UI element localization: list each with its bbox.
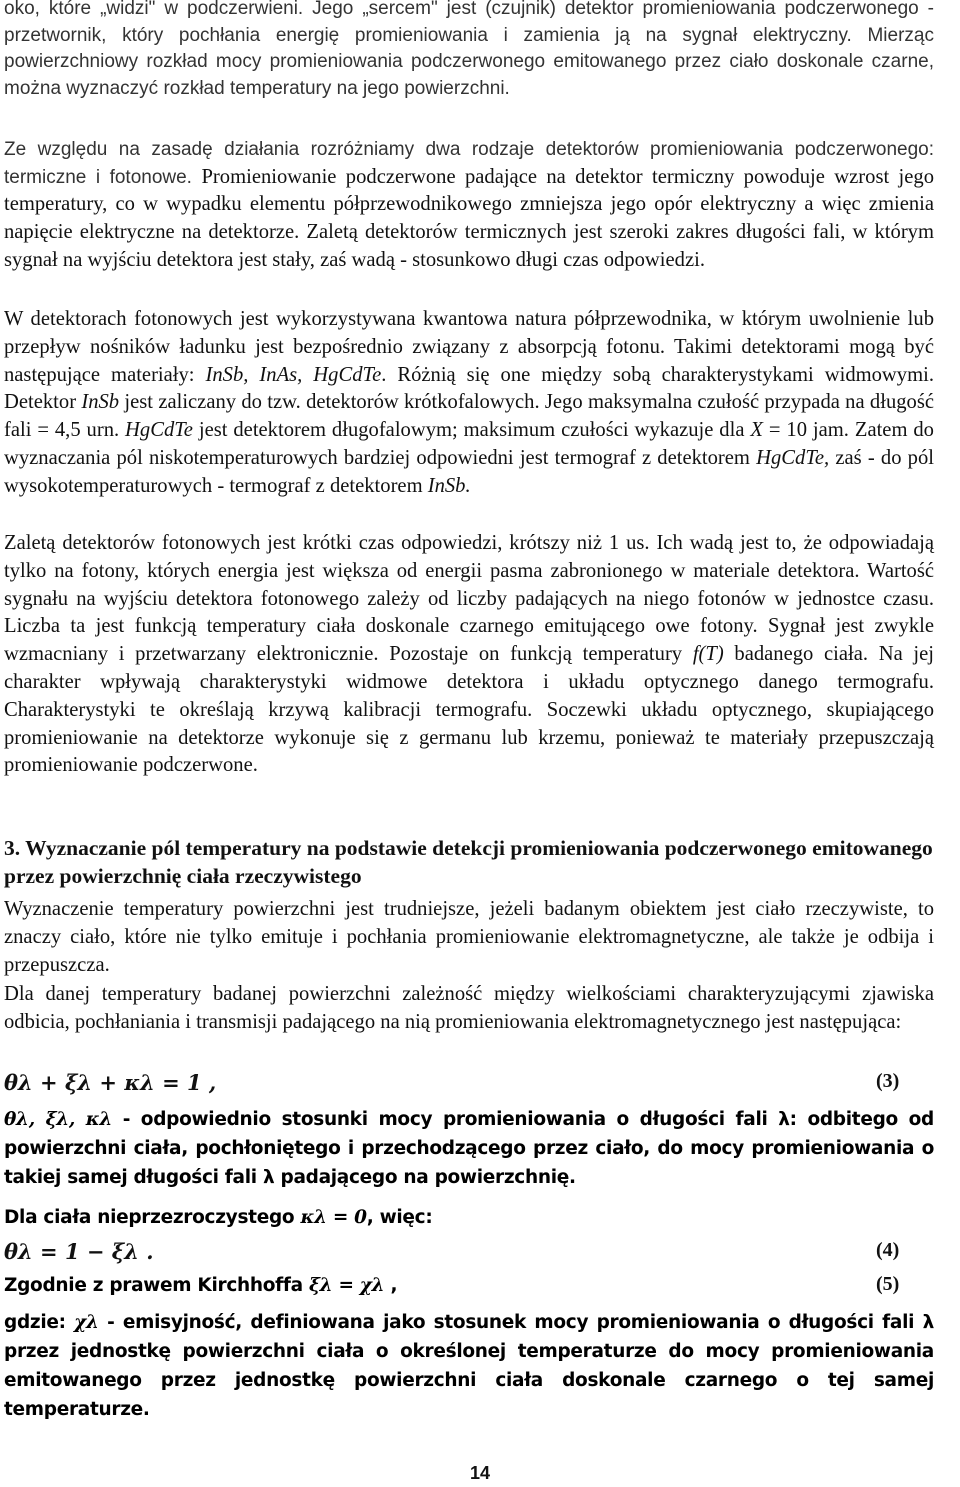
material-insb: InSb. [427,474,471,497]
paragraph-relation-intro [4,981,934,1037]
material-insb: InSb [81,391,120,414]
paragraph-text-thermal: Promieniowanie podczerwone padające na detektor termiczny powoduje wzrost jego temperatury, co w wypadku elementu półprzewodnikowego zmniejsza jego opór elektryczny a więc zmienia napięcie elektryczne na detektorze. Zaletą detektorów termicznych jest szeroki zakres długości fali, w którym sygnał na wyjściu detektora jest stały, zaś wadą - stosunkowo długi czas odpowiedzi. [4,165,934,271]
text-run: Zaletą detektorów fotonowych jest krótki czas odpowiedzi, krótszy niż 1 us. Ich wadą jest to, że odpowiadają tylko na fotony, których energia jest większa od energii pasma zabronionego w materiale detektora. Wartość sygnału na wyjściu detektora fotonowego zależy od liczby padających na niego fotonów w jednostce czasu. Liczba ta jest funkcją temperatury ciała doskonale czarnego emitującego owe fotony. Sygnał jest zwykle wzmacniany i przetwarzany elektronicznie. Pozostaje on funkcją temperatury [4,532,934,666]
function-symbol: f(T) [692,643,724,666]
paragraph-photon-detectors [4,306,934,501]
paragraph-emissivity-definition [4,1308,934,1424]
emissivity-symbol: χλ [74,1312,99,1333]
equation-3-formula: θλ + ξλ + κλ = 1 , [4,1070,217,1095]
equation-4-formula: θλ = 1 − ξλ . [4,1239,154,1264]
text-run: jest detektorem długofalowym; maksimum czułości wykazuje dla [192,419,751,442]
text-run: - odpowiednio stosunki mocy promieniowania o długości fali λ: odbitego od powierzchni ciała, pochłoniętego i przechodzącego przez ciało, do mocy promieniowania o takiej samej długości fali λ padającego na powierzchnię. [4,1109,934,1188]
text-run: , [384,1275,398,1296]
paragraph-detector-types [4,137,934,275]
paragraph-photon-advantages [4,530,934,780]
equation-4-number: (4) [876,1239,900,1261]
text-run: = 10 jam. Zatem do wyznaczania pól niskotemperaturowych bardziej odpowiedni jest termograf z detektorem [4,419,934,469]
paragraph-text: Dla danej temperatury badanej powierzchni zależność między wielkościami charakteryzującymi zjawiska odbicia, pochłaniania i transmisji padającego na nią promieniowania elektromagnetycznego jest następująca: [4,983,934,1033]
material-hgcdte: HgCdTe, [756,446,830,469]
paragraph-detector-intro [4,0,934,102]
text-run: badanego ciała. Na jej charakter wpływają charakterystyki widmowe detektora i układu optycznego danego termografu. Charakterystyki te określają krzywą kalibracji termografu. Soczewki układu optycznego, skupiającego promieniowanie na detektorze wykonuje się z germanu lub krzemu, ponieważ te materiały przepuszczają promieniowanie podczerwone. [4,643,935,777]
section-heading: 3. Wyznaczanie pól temperatury na podstawie detekcji promieniowania podczerwonego emitowanego przez powierzchnię ciała rzeczywistego [4,836,933,888]
text-run: Zgodnie z prawem Kirchhoffa [4,1275,309,1296]
equation-5-number: (5) [876,1273,900,1295]
wavelength-symbol: X [750,419,763,442]
text-run: jest zaliczany do tzw. detektorów krótkofalowych. Jego maksymalna czułość przypada na długość fali = 4,5 urn. [4,391,934,442]
materials-list: InSb, InAs, HgCdTe [205,363,382,386]
text-run: . Różnią się one między sobą charakterystykami widmowymi. Detektor [4,363,934,414]
paragraph-text: Wyznaczenie temperatury powierzchni jest trudniejsze, jeżeli badanym obiektem jest ciało rzeczywiste, to znaczy ciało, które nie tylko emituje i pochłania promieniowanie elektromagnetyczne, ale także je odbija i przepuszcza. [4,898,934,976]
paragraph-text: Ze względu na zasadę działania rozróżniamy dwa rodzaje detektorów promieniowania podczerwonego: termiczne i fotonowe. [4,139,934,188]
paragraph-real-body [4,896,934,979]
ratio-symbols: θλ, ξλ, κλ [4,1109,112,1130]
opaque-condition: κλ = 0 [300,1207,367,1228]
paragraph-opaque-body [4,1203,934,1232]
paragraph-kirchhoff-law [4,1271,934,1300]
text-run: Dla ciała nieprzezroczystego [4,1207,301,1228]
text-run: , więc: [366,1207,433,1228]
page-number: 14 [469,1463,491,1483]
kirchhoff-equation: ξλ = χλ [308,1275,385,1296]
equation-3 [4,1070,904,1098]
material-hgcdte: HgCdTe [125,419,193,442]
equation-3-number: (3) [876,1070,900,1092]
paragraph-text: oko, które „widzi" w podczerwieni. Jego „sercem" jest (czujnik) detektor promieniowania podczerwonego - przetwornik, który pochłania energię promieniowania i zamienia ją na sygnał elektryczny. Mierząc powierzchniowy rozkład mocy promieniowania podczerwonego emitowanego przez ciało doskonale czarne, można wyznaczyć rozkład temperatury na jego powierzchni. [4,0,934,99]
text-run: W detektorach fotonowych jest wykorzystywana kwantowa natura półprzewodnika, w którym uwolnienie lub przepływ nośników ładunku jest bezpośrednio związany z absorpcją fotonu. Takimi detektorami mogą być następujące materiały: [4,308,934,386]
text-run: zaś - do pól wysokotemperaturowych - termograf z detektorem [4,446,934,497]
equation-4 [4,1239,904,1267]
paragraph-ratio-definition [4,1105,934,1192]
text-run: gdzie: [4,1312,75,1333]
text-run: - emisyjność, definiowana jako stosunek mocy promieniowania o długości fali λ przez jednostkę powierzchni ciała o określonej temperaturze do mocy promieniowania emitowanego przez jednostkę powierzchni ciała doskonale czarnego o tej samej temperaturze. [4,1312,934,1420]
